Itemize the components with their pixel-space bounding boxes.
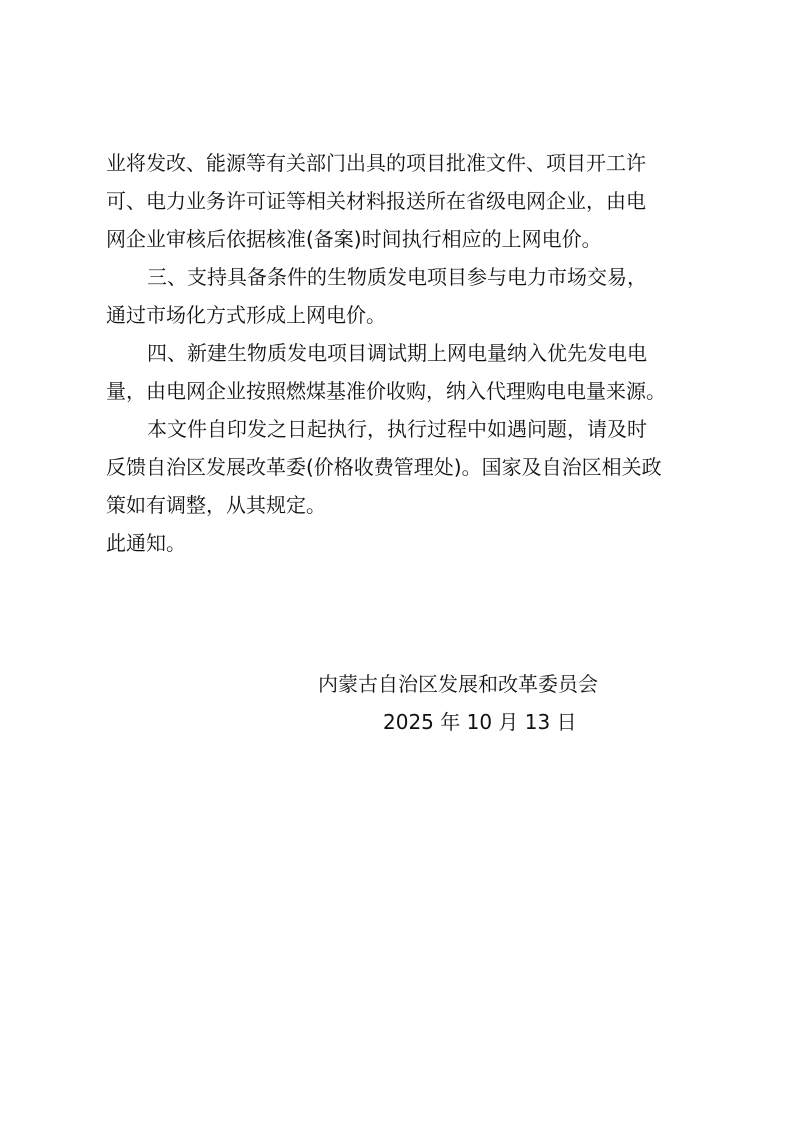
body-line: 通过市场化方式形成上网电价。 [106, 303, 386, 327]
body-line: 网企业审核后依据核准(备案)时间执行相应的上网电价。 [106, 227, 602, 251]
paragraph-four-start: 四、新建生物质发电项目调试期上网电量纳入优先发电电 [147, 341, 647, 365]
body-line: 反馈自治区发展改革委(价格收费管理处)。国家及自治区相关政 [106, 455, 662, 479]
body-line: 策如有调整，从其规定。 [106, 493, 326, 517]
issuing-organization: 内蒙古自治区发展和改革委员会 [318, 672, 598, 696]
closing-line: 此通知。 [106, 531, 186, 555]
paragraph-effective-start: 本文件自印发之日起执行，执行过程中如遇问题，请及时 [147, 417, 647, 441]
body-line: 业将发改、能源等有关部门出具的项目批准文件、项目开工许 [106, 151, 646, 175]
body-line: 量，由电网企业按照燃煤基准价收购，纳入代理购电电量来源。 [106, 379, 666, 403]
paragraph-three-start: 三、支持具备条件的生物质发电项目参与电力市场交易， [147, 265, 647, 289]
issue-date: 2025 年 10 月 13 日 [383, 710, 577, 734]
document-body [106, 144, 691, 562]
body-line: 可、电力业务许可证等相关材料报送所在省级电网企业，由电 [106, 189, 646, 213]
